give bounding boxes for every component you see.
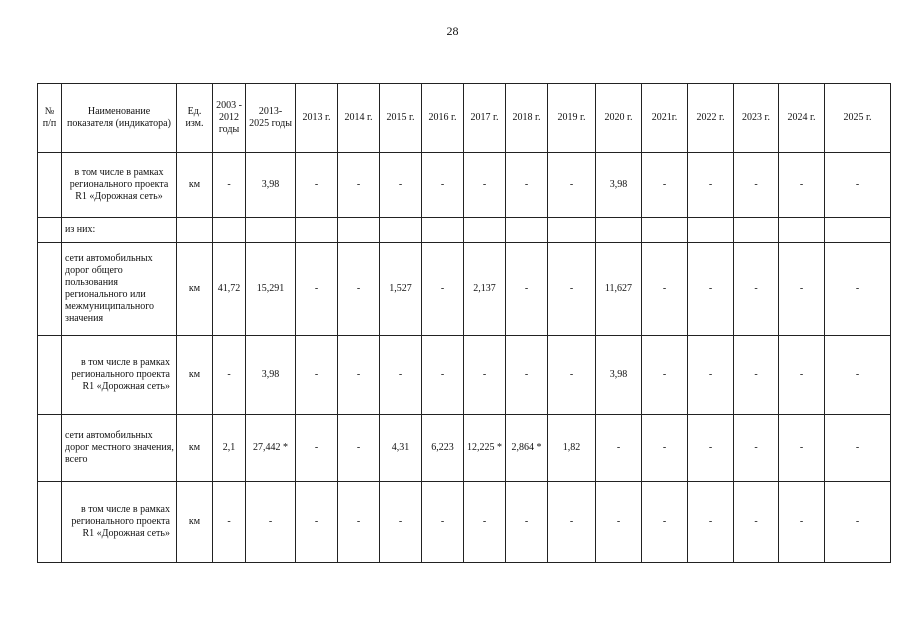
table-cell — [296, 218, 338, 243]
col-header: 2018 г. — [506, 84, 548, 153]
table-cell: - — [642, 153, 688, 218]
table-cell — [38, 153, 62, 218]
table-cell: - — [464, 153, 506, 218]
table-cell: км — [177, 243, 213, 336]
header-row — [38, 84, 891, 153]
table-cell: - — [688, 482, 734, 563]
col-header: 2003 - 2012 годы — [213, 84, 246, 153]
table-cell: - — [548, 243, 596, 336]
col-header: 2025 г. — [825, 84, 891, 153]
indicator-name: в том числе в рамках регионального проекта R1 «Дорожная сеть» — [62, 482, 177, 563]
table-cell: - — [380, 336, 422, 415]
col-header: 2013 г. — [296, 84, 338, 153]
table-cell: - — [338, 336, 380, 415]
table-cell: - — [213, 336, 246, 415]
table-cell: - — [464, 482, 506, 563]
table-cell: - — [825, 153, 891, 218]
table-cell: 2,137 — [464, 243, 506, 336]
col-header: 2024 г. — [779, 84, 825, 153]
table-cell: 3,98 — [596, 153, 642, 218]
table-cell: - — [642, 482, 688, 563]
table-row — [38, 218, 891, 243]
table-cell: - — [688, 336, 734, 415]
table-cell: - — [779, 336, 825, 415]
table-cell: - — [548, 153, 596, 218]
table-cell: - — [296, 415, 338, 482]
table-cell — [596, 218, 642, 243]
table-cell: - — [825, 482, 891, 563]
table-cell: - — [506, 482, 548, 563]
table-cell: 12,225 * — [464, 415, 506, 482]
table-cell: - — [548, 482, 596, 563]
table-cell: 11,627 — [596, 243, 642, 336]
table-cell — [246, 218, 296, 243]
table-cell — [38, 415, 62, 482]
col-header: Ед. изм. — [177, 84, 213, 153]
table-cell: - — [422, 153, 464, 218]
table-cell: км — [177, 336, 213, 415]
indicator-name: сети автомобильных дорог местного значения, всего — [62, 415, 177, 482]
table-cell: 41,72 — [213, 243, 246, 336]
table-cell: - — [338, 243, 380, 336]
table-cell: - — [779, 153, 825, 218]
col-header: 2016 г. — [422, 84, 464, 153]
table-cell — [38, 482, 62, 563]
table-cell: - — [338, 415, 380, 482]
table-cell: - — [596, 482, 642, 563]
table-cell: 1,82 — [548, 415, 596, 482]
col-header: 2014 г. — [338, 84, 380, 153]
indicator-name: сети автомобильных дорог общего пользования регионального или межмуниципального значения — [62, 243, 177, 336]
indicator-name: в том числе в рамках регионального проекта R1 «Дорожная сеть» — [62, 336, 177, 415]
table-cell: - — [779, 415, 825, 482]
table-cell: 6,223 — [422, 415, 464, 482]
table-cell: - — [825, 336, 891, 415]
table-cell: - — [296, 336, 338, 415]
table-cell: 1,527 — [380, 243, 422, 336]
table-cell: - — [734, 336, 779, 415]
table-cell: - — [779, 243, 825, 336]
col-header: 2013- 2025 годы — [246, 84, 296, 153]
table-cell — [213, 218, 246, 243]
page-number: 28 — [446, 24, 459, 38]
table-cell: - — [380, 482, 422, 563]
table-cell — [825, 218, 891, 243]
col-header: 2020 г. — [596, 84, 642, 153]
table-cell: км — [177, 482, 213, 563]
table-cell: - — [213, 153, 246, 218]
indicator-name: в том числе в рамках регионального проекта R1 «Дорожная сеть» — [62, 153, 177, 218]
table-cell — [380, 218, 422, 243]
table-cell — [464, 218, 506, 243]
table-cell: - — [734, 415, 779, 482]
table-cell: 27,442 * — [246, 415, 296, 482]
col-header: 2017 г. — [464, 84, 506, 153]
table-cell: - — [825, 415, 891, 482]
table-cell: - — [825, 243, 891, 336]
table-cell: - — [422, 482, 464, 563]
table-cell: км — [177, 153, 213, 218]
table-cell: - — [642, 336, 688, 415]
table-cell — [38, 243, 62, 336]
table-cell — [177, 218, 213, 243]
table-cell — [338, 218, 380, 243]
table-row — [38, 336, 891, 415]
table-cell: 2,864 * — [506, 415, 548, 482]
table-row — [38, 153, 891, 218]
table-cell — [422, 218, 464, 243]
col-header: 2021г. — [642, 84, 688, 153]
table-cell: 3,98 — [246, 336, 296, 415]
table-cell — [38, 218, 62, 243]
table-cell: 4,31 — [380, 415, 422, 482]
table-cell: - — [506, 243, 548, 336]
table-cell: - — [688, 153, 734, 218]
table-cell: - — [548, 336, 596, 415]
table-cell: - — [688, 243, 734, 336]
indicator-name: из них: — [62, 218, 177, 243]
table-row — [38, 482, 891, 563]
table-cell — [779, 218, 825, 243]
table-cell: - — [422, 336, 464, 415]
col-header: Наименование показателя (индикатора) — [62, 84, 177, 153]
table-cell: - — [506, 153, 548, 218]
table-cell: - — [296, 482, 338, 563]
table-cell — [734, 218, 779, 243]
table-cell: 15,291 — [246, 243, 296, 336]
col-header: 2019 г. — [548, 84, 596, 153]
table-cell: 3,98 — [596, 336, 642, 415]
table-cell: - — [296, 243, 338, 336]
table-cell: - — [506, 336, 548, 415]
table-cell — [506, 218, 548, 243]
table-cell: - — [642, 243, 688, 336]
table-cell: - — [642, 415, 688, 482]
col-header: 2015 г. — [380, 84, 422, 153]
table-cell — [548, 218, 596, 243]
table-cell: - — [380, 153, 422, 218]
table-cell: - — [213, 482, 246, 563]
table-cell: - — [779, 482, 825, 563]
table-cell: 3,98 — [246, 153, 296, 218]
col-header: 2022 г. — [688, 84, 734, 153]
table-cell: - — [734, 243, 779, 336]
col-header: 2023 г. — [734, 84, 779, 153]
table-cell: - — [734, 482, 779, 563]
table-cell: - — [422, 243, 464, 336]
table-cell: - — [688, 415, 734, 482]
table-cell: - — [338, 153, 380, 218]
table-cell: - — [596, 415, 642, 482]
table-cell: - — [734, 153, 779, 218]
table-cell: 2,1 — [213, 415, 246, 482]
table-cell — [38, 336, 62, 415]
table-cell: - — [246, 482, 296, 563]
table-cell — [642, 218, 688, 243]
table-cell: км — [177, 415, 213, 482]
table-cell: - — [464, 336, 506, 415]
col-header: № п/п — [38, 84, 62, 153]
table-row — [38, 243, 891, 336]
indicator-table — [37, 83, 891, 563]
table-cell: - — [296, 153, 338, 218]
table-cell — [688, 218, 734, 243]
table-cell: - — [338, 482, 380, 563]
table-row — [38, 415, 891, 482]
